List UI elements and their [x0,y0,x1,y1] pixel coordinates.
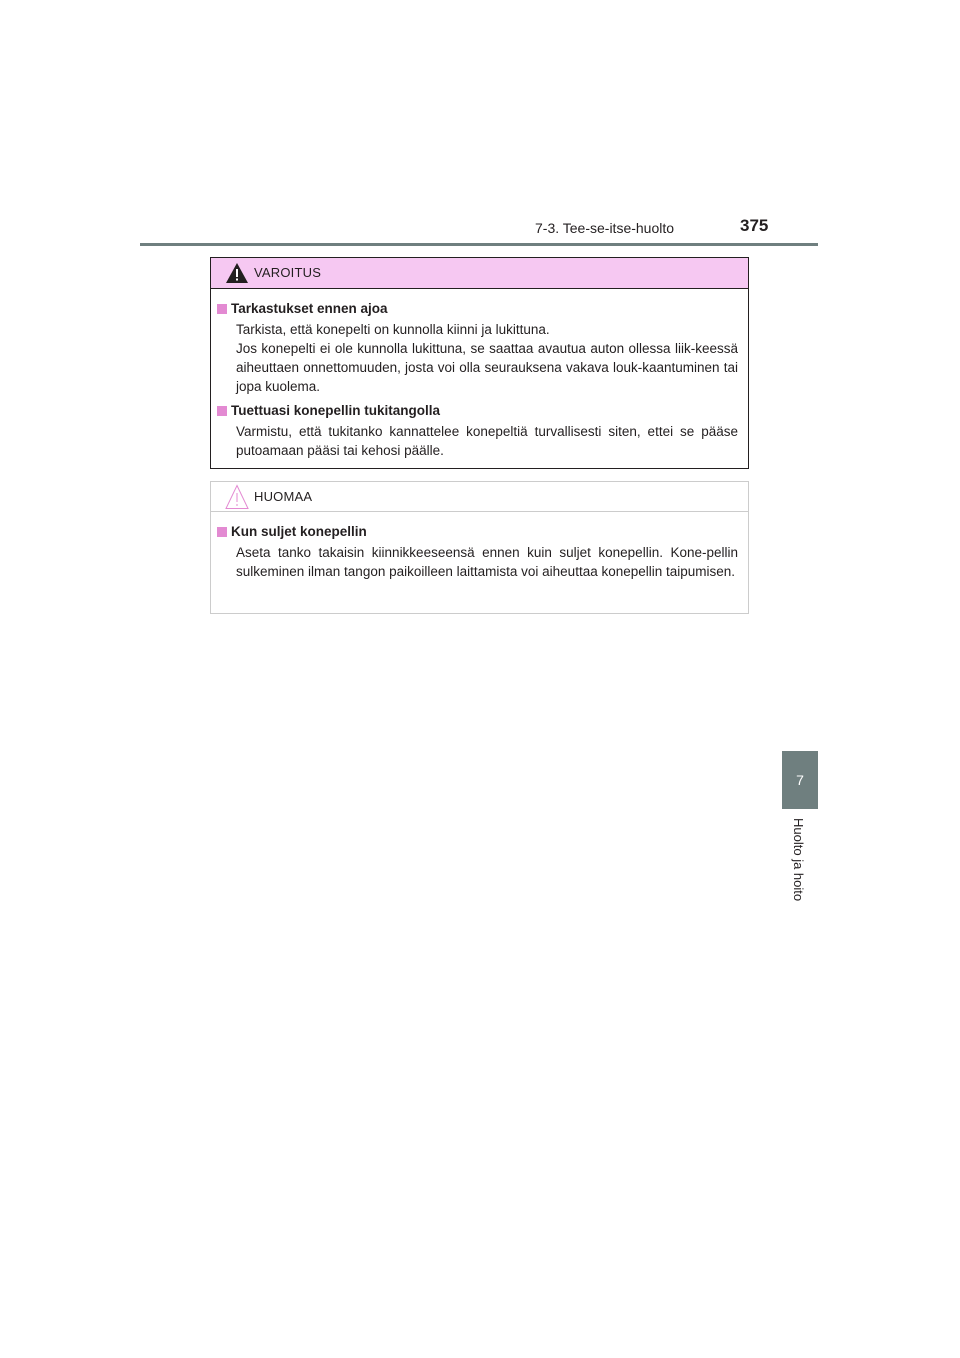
warning-heading-text: Tarkastukset ennen ajoa [231,301,388,316]
header-rule [140,243,818,246]
header-section-title: 7-3. Tee-se-itse-huolto [535,220,675,236]
notice-header [211,482,748,512]
warning-body [211,289,748,460]
notice-section-paragraph: Aseta tanko takaisin kiinnikkeeseensä ennen kuin suljet konepellin. Kone-pellin sulkeminen ilman tangon paikoilleen laittamista voi aiheuttaa konepellin taipumisen. [236,545,738,579]
warning-section-paragraph: Tarkista, että konepelti on kunnolla kiinni ja lukittuna. [236,322,550,337]
warning-triangle-icon [225,262,249,284]
notice-title: HUOMAA [254,489,313,504]
warning-section-paragraph: Varmistu, että tukitanko kannattelee konepeltiä turvallisesti siten, ettei se pääse putoamaan pääsi tai kehosi päälle. [236,424,738,458]
warning-section-paragraph: Jos konepelti ei ole kunnolla lukittuna, se saattaa avautua auton ollessa liik-keessä aiheuttaen onnettomuuden, josta voi olla seurauksena vakava louk-kaantuminen tai jopa kuolema. [236,341,738,394]
notice-body [211,512,748,581]
warning-section-heading [217,402,738,420]
chapter-label: Huolto ja hoito [791,818,806,902]
notice-heading-text: Kun suljet konepellin [231,524,367,539]
bullet-square-icon [217,304,227,314]
chapter-number: 7 [796,772,804,788]
caution-triangle-outline-icon [225,484,249,510]
warning-box [210,257,749,469]
warning-section-heading [217,300,738,318]
warning-heading-text: Tuettuasi konepellin tukitangolla [231,403,441,418]
warning-header [211,258,748,289]
bullet-square-icon [217,527,227,537]
bullet-square-icon [217,406,227,416]
warning-title: VAROITUS [254,265,322,280]
page-number: 375 [740,216,769,235]
chapter-tab [782,751,818,809]
notice-section-heading [217,523,738,541]
notice-box [210,481,749,614]
